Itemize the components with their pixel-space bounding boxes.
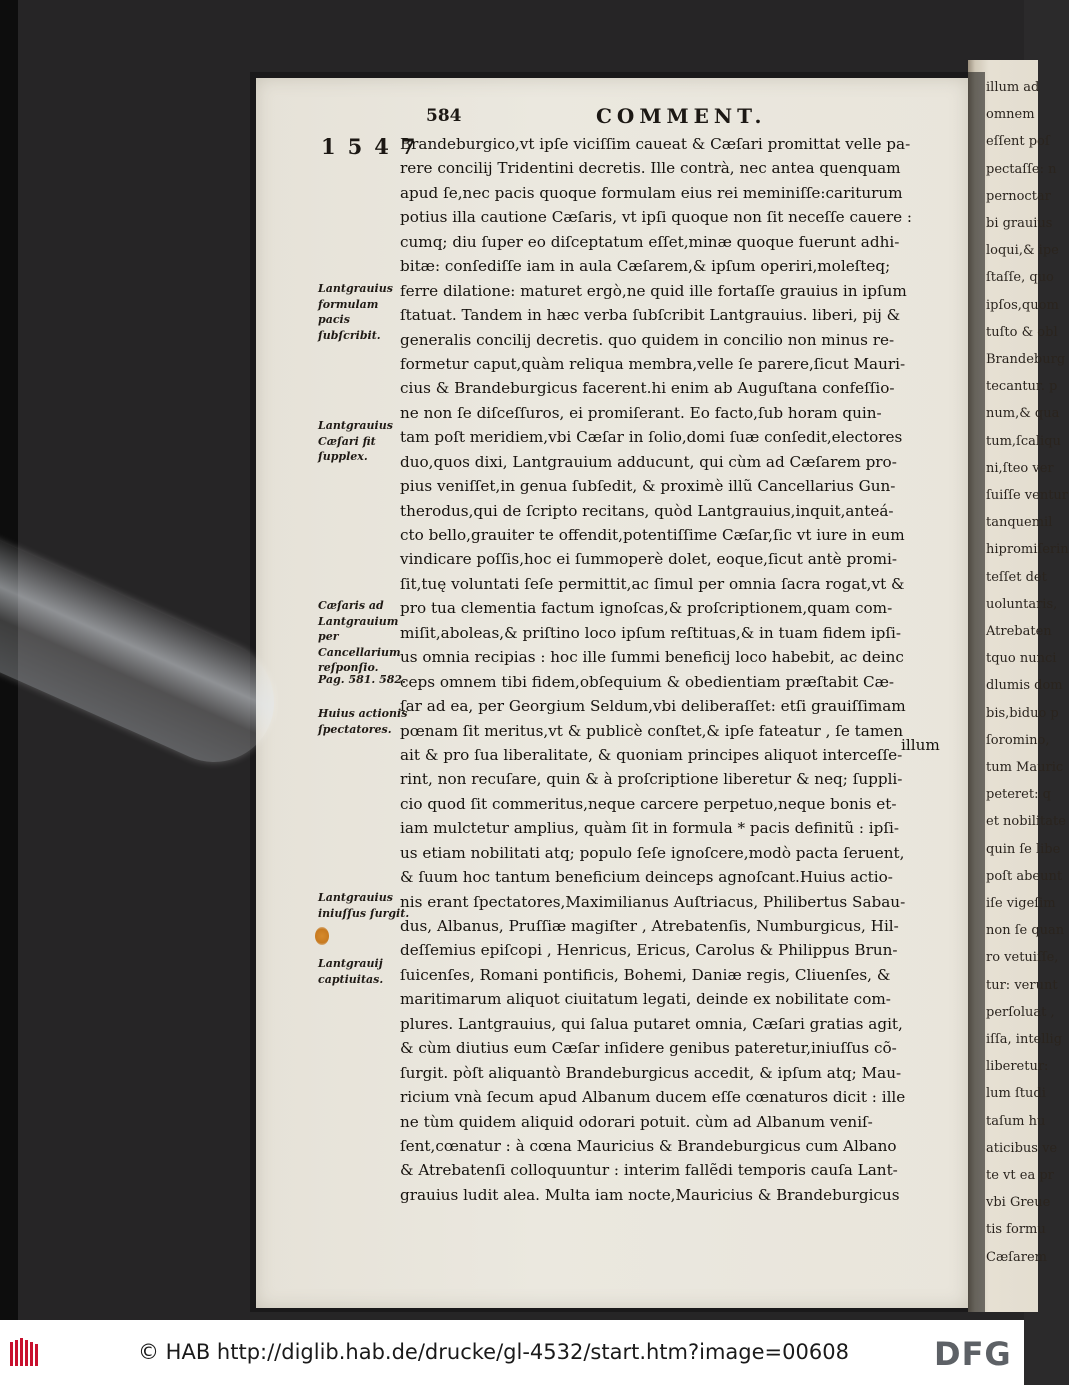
facing-page-line: lum ſtudi <box>986 1086 1046 1102</box>
text-line: cius & Brandeburgicus facerent.hi enim ab Auguſtana confeſſio- <box>400 379 895 398</box>
page-header <box>256 104 968 134</box>
text-line: ait & pro ſua liberalitate, & quoniam principes aliquot interceſſe- <box>400 745 903 764</box>
facing-page-line: tecantur. p <box>986 379 1058 395</box>
facing-page-line: iſe vigeſim <box>986 896 1056 911</box>
text-line: ne tùm quidem aliquid odorari potuit. cùm ad Albanum veniſ- <box>400 1112 873 1131</box>
margin-note: Lantgrauius iniuſſus ſurgit. <box>318 891 410 920</box>
facing-page-line: pectaſſe: n <box>986 161 1057 177</box>
margin-note: Huius actionis ſpectatores. <box>318 707 408 736</box>
text-line: maritimarum aliquot ciuitatum legati, deinde ex nobilitate com- <box>400 990 891 1009</box>
facing-page-line: dlumis dom <box>986 678 1063 694</box>
facing-page-line: quin ſe libe <box>986 841 1061 857</box>
text-line: formetur caput,quàm reliqua membra,velle ſe parere,ſicut Mauri- <box>400 354 906 373</box>
text-line: tam poſt meridiem,vbi Cæſar in ſolio,domi ſuæ conſedit,electores <box>400 428 903 447</box>
facing-page-line: perſoluat , <box>986 1004 1055 1020</box>
margin-note: Lantgrauius formulam pacis ſubſcribit. <box>318 282 393 342</box>
facing-page-line: ipſos,quom <box>986 297 1059 313</box>
margin-note: Pag. 581. 582. <box>318 673 406 686</box>
text-line: duo,quos dixi, Lantgrauium adducunt, qui cùm ad Cæſarem pro- <box>400 452 897 471</box>
text-line: pius veniſſet,in genua ſubſedit, & proximè illũ Cancellarius Gun- <box>400 477 896 496</box>
facing-page-line: illum ad <box>986 80 1040 95</box>
facing-page-line: pernoctar <box>986 188 1051 204</box>
facing-page-line: teſſet det <box>986 569 1047 585</box>
paper-stain <box>315 927 329 945</box>
text-line: Brandeburgico,vt ipſe viciſſim caueat & Cæſari promittat velle pa- <box>400 135 911 153</box>
text-line: deſſemius epiſcopi , Henricus, Ericus, Carolus & Philippus Brun- <box>400 941 898 960</box>
text-line: grauius ludit alea. Multa iam nocte,Mauricius & Brandeburgicus <box>400 1185 900 1204</box>
facing-page-line: te vt ea pr <box>986 1168 1054 1183</box>
text-line: dus, Albanus, Pruſſiæ magiſter , Atrebatenſis, Numburgicus, Hil- <box>400 917 899 935</box>
text-line: ne non ſe diſceſſuros, ei promiſerant. Eo facto,ſub horam quin- <box>400 403 882 422</box>
text-line: rint, non recuſare, quin & à proſcriptione liberetur & neq; ſuppli- <box>400 770 903 789</box>
facing-page-line: eſſent poſ <box>986 134 1050 150</box>
text-line: rere concilij Tridentini decretis. Ille contrà, nec antea quenquam <box>400 159 901 178</box>
facing-page-line: loqui,& ipe <box>986 243 1059 259</box>
text-line: pœnam ſit meritus,vt & publicè conſtet,& ipſe fateatur , ſe tamen <box>400 721 903 740</box>
text-line: ferre dilatione: maturet ergò,ne quid ille fortaſſe grauius in ipſum <box>400 281 907 300</box>
facing-page-line: tquo nunci <box>986 651 1057 667</box>
page-number: 584 <box>426 106 462 126</box>
text-line: therodus,qui de ſcripto recitans, quòd Lantgrauius,inquit,anteá- <box>400 501 894 520</box>
facing-page-line: ſoromino, <box>986 732 1050 748</box>
text-line: vindicare poſſis,hoc ei ſummoperè dolet, eoque,ſicut antè promi- <box>400 550 897 569</box>
facing-page-line: ſtaſſe, quo <box>986 270 1054 286</box>
facing-page-line: tis formu <box>986 1222 1046 1238</box>
facing-page-line: ni,ſteo ver <box>986 460 1054 476</box>
text-line: plures. Lantgrauius, qui ſalua putaret omnia, Cæſari gratias agit, <box>400 1014 903 1033</box>
text-line: ricium vnà ſecum apud Albanum ducem eſſe cœnaturos dicit : ille <box>400 1088 906 1107</box>
text-line: cumq; diu ſuper eo diſceptatum eſſet,minæ quoque fuerunt adhi- <box>400 232 900 251</box>
margin-note: Lantgrauij captiuitas. <box>318 957 384 986</box>
text-line: ſit,tuę voluntati ſeſe permittit,ac ſimul per omnia ſacra rogat,vt & <box>400 574 905 593</box>
body-text <box>400 132 945 1207</box>
facing-page-line: iſſa, intellig <box>986 1032 1063 1047</box>
text-line: bitæ: conſediſſe iam in aula Cæſarem,& ipſum operiri,moleſteq; <box>400 257 891 276</box>
text-line: & cùm diutius eum Cæſar inſidere genibus pateretur,iniuſſus cõ- <box>400 1039 897 1058</box>
facing-page-line: tum Mauric <box>986 760 1064 775</box>
facing-page-line: hipromiſerin <box>986 542 1069 558</box>
facing-page-line: tur: verunt <box>986 977 1058 993</box>
copyright-url: © HAB http://diglib.hab.de/drucke/gl-4532/start.htm?image=00608 <box>138 1340 849 1364</box>
facing-page-line: Cæſarem <box>986 1249 1047 1265</box>
facing-page-line: num,& qua <box>986 406 1060 422</box>
text-line: ſuicenſes, Romani pontificis, Bohemi, Daniæ regis, Cliuenſes, & <box>400 965 891 984</box>
year-marker: 1547 <box>321 134 428 159</box>
facing-page-line: vbi Greue <box>986 1195 1051 1211</box>
text-line: nis erant ſpectatores,Maximilianus Auſtriacus, Philibertus Sabau- <box>400 892 906 911</box>
facing-page-line: poſt abeunt <box>986 868 1063 884</box>
facing-page-line: aticibus ve <box>986 1140 1058 1156</box>
facing-page-line: taſum hu <box>986 1113 1046 1129</box>
facing-page-line: tanquemil <box>986 515 1053 531</box>
text-line: generalis concilij decretis. quo quidem in concilio non minus re- <box>400 330 895 349</box>
facing-page-line: bi grauius <box>986 216 1053 231</box>
facing-page-line: ſuiſſe ventur <box>986 488 1069 503</box>
text-line: ceps omnem tibi fidem,obſequium & obedientiam præſtabit Cæ- <box>400 672 895 691</box>
text-line: cio quod ſit commeritus,neque carcere perpetuo,neque bonis et- <box>400 794 897 813</box>
text-line: us omnia recipias : hoc ille ſummi beneficij loco habebit, ac deinc <box>400 648 904 667</box>
running-head: COMMENT. <box>596 104 767 128</box>
text-line: ſent,cœnatur : à cœna Mauricius & Brandeburgicus cum Albano <box>400 1136 897 1155</box>
text-line: ſtatuat. Tandem in hæc verba ſubſcribit Lantgrauius. liberi, pij & <box>400 306 901 325</box>
facing-page-line: Brandeburg <box>986 352 1066 367</box>
text-line: potius illa cautione Cæſaris, vt ipſi quoque non ſit neceſſe cauere : <box>400 208 913 227</box>
text-line: iam mulctetur amplius, quàm ſit in formula * pacis definitũ : ipſi- <box>400 819 899 838</box>
facing-page-line: non ſe quan <box>986 923 1065 939</box>
text-line: apud ſe,nec pacis quoque formulam eius rei meminiſſe:cariturum <box>400 183 903 202</box>
text-line: cto bello,grauiter te offendit,potentiſſime Cæſar,ſic vt iure in eum <box>400 526 905 544</box>
dfg-logo: DFG <box>934 1335 1012 1373</box>
text-line: ſurgit. pòſt aliquantò Brandeburgicus accedit, & ipſum atq; Mau- <box>400 1063 902 1082</box>
text-line: us etiam nobilitati atq; populo ſeſe ignoſcere,modò pacta ſeruent, <box>400 843 905 862</box>
facing-page-line: uoluntaris, <box>986 596 1058 612</box>
text-line: miſit,aboleas,& priſtino loco ipſum reſtituas,& in tuam fidem ipſi- <box>400 623 901 642</box>
facing-page-line: tuſto & obl <box>986 324 1058 340</box>
facing-page-line: tum,ſcaliqu <box>986 433 1061 449</box>
text-line: & ſuum hoc tantum beneficium deinceps agnoſcant.Huius actio- <box>400 868 893 887</box>
facing-page-line: bis,biduo p <box>986 705 1059 721</box>
facing-page-line: et nobilitate <box>986 814 1066 830</box>
catchword: illum <box>901 736 940 754</box>
footer-bar <box>0 1320 1024 1385</box>
text-line: ſar ad ea, per Georgium Seldum,vbi deliberaſſet: etſi grauiſſimam <box>400 697 906 716</box>
facing-page-line: Atrebaten <box>986 624 1052 639</box>
book-page <box>256 78 968 1308</box>
facing-page-line: peteret: q <box>986 787 1051 803</box>
text-line: pro tua clementia factum ignoſcas,& proſcriptionem,quam com- <box>400 599 893 618</box>
hab-logo-icon <box>8 1336 42 1370</box>
margin-note: Lantgrauius Cæſari fit ſupplex. <box>318 419 393 463</box>
facing-page-line: liberetur: <box>986 1059 1049 1075</box>
margin-note: Cæſaris ad Lantgrauium per Cancellarium reſponſio. <box>318 599 401 674</box>
text-line: & Atrebatenſi colloquuntur : interim fallẽdi temporis cauſa Lant- <box>400 1161 898 1180</box>
facing-page-line: omnem <box>986 107 1035 123</box>
facing-page-line: ro vetuiſſe, <box>986 950 1059 966</box>
